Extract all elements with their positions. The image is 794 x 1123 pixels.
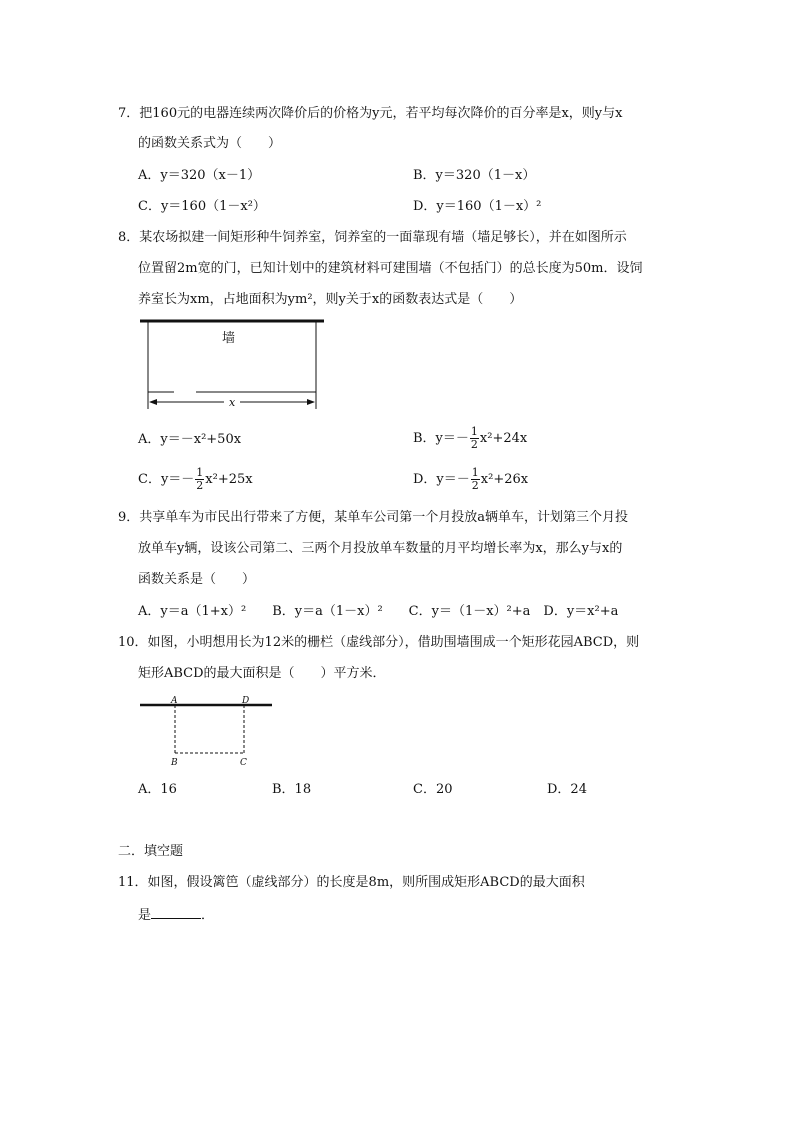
q9-line3: 函数关系是（ ） — [138, 572, 256, 587]
q8-x-label: x — [229, 396, 236, 409]
q8-arrow-left — [149, 399, 157, 405]
q8-line2: 位置留2m宽的门，已知计划中的建筑材料可建围墙（不包括门）的总长度为50m．设饲 — [138, 261, 643, 276]
q11-line1 — [118, 875, 585, 891]
q7-text-1: 把160元的电器连续两次降价后的价格为y元，若平均每次降价的百分率是x，则y与x — [139, 106, 623, 121]
q10-label-b: B — [171, 758, 178, 768]
q11-line2 — [138, 906, 214, 924]
q8-option-b-prefix: B．y＝－ — [413, 431, 469, 446]
q10-label-d: D — [242, 696, 250, 706]
q9-line2: 放单车y辆，设该公司第二、三两个月投放单车数量的月平均增长率为x，那么y与x的 — [138, 541, 623, 556]
q11-answer-blank[interactable] — [151, 906, 201, 919]
q11-text-1: 如图，假设篱笆（虚线部分）的长度是8m，则所围成矩形ABCD的最大面积 — [147, 875, 585, 890]
q10-option-a: A．16 — [138, 782, 177, 797]
q8-line1 — [118, 230, 627, 246]
q7-option-b: B．y＝320（1－x） — [413, 168, 536, 183]
q11-number: 11． — [118, 875, 148, 890]
q10-line2: 矩形ABCD的最大面积是（ ）平方米． — [138, 666, 386, 681]
q7-line1 — [118, 106, 622, 122]
q8-option-a: A．y＝－x²+50x — [138, 432, 242, 447]
q8-option-d-denominator: 2 — [471, 479, 479, 492]
q10-label-a: A — [171, 696, 178, 706]
q8-arrow-right — [307, 399, 315, 405]
q8-option-c-fraction — [195, 467, 204, 492]
q7-option-a: A．y＝320（x－1） — [138, 168, 261, 183]
q8-option-d-prefix: D．y＝－ — [413, 472, 470, 487]
q8-option-b-numerator: 1 — [470, 425, 478, 438]
q8-option-d — [413, 465, 528, 495]
q7-line2: 的函数关系式为（ ） — [138, 136, 282, 151]
q8-option-d-numerator: 1 — [471, 466, 479, 479]
q7-option-c: C．y＝160（1－x²） — [138, 199, 266, 214]
q10-option-d: D．24 — [547, 782, 587, 797]
q8-option-b-denominator: 2 — [470, 438, 478, 451]
q8-number: 8． — [118, 230, 140, 245]
q10-text-1: 如图，小明想用长为12米的栅栏（虚线部分），借助围墙围成一个矩形花园ABCD，则 — [147, 635, 640, 650]
q8-option-d-suffix: x²+26x — [480, 472, 529, 487]
q8-option-b-fraction — [470, 426, 479, 451]
q10-line1 — [118, 635, 639, 651]
q8-wall-label: 墙 — [222, 331, 236, 346]
q9-number: 9． — [118, 510, 140, 525]
q8-option-c-suffix: x²+25x — [205, 472, 253, 487]
q11-text-2-suffix: ． — [201, 908, 215, 923]
q8-option-d-fraction — [471, 467, 480, 492]
q8-option-c-denominator: 2 — [196, 479, 204, 492]
q8-option-b-suffix: x²+24x — [479, 431, 528, 446]
q7-number: 7． — [118, 106, 140, 121]
q9-text-1: 共享单车为市民出行带来了方便，某单车公司第一个月投放a辆单车，计划第三个月投 — [139, 510, 629, 525]
q8-option-c-numerator: 1 — [196, 466, 204, 479]
q8-option-c-prefix: C．y＝－ — [138, 472, 195, 487]
q8-figure — [138, 316, 330, 412]
q8-line3: 养室长为xm，占地面积为ym²，则y关于x的函数表达式是（ ） — [138, 292, 523, 307]
q10-option-c: C．20 — [413, 782, 453, 797]
q10-option-b: B．18 — [272, 782, 312, 797]
section-title: 二．填空题 — [118, 844, 184, 859]
q9-options: A．y＝a（1+x）² B．y＝a（1－x）² C．y＝（1－x）²+a D．y＝x²+a — [138, 604, 619, 619]
q9-line1 — [118, 510, 628, 526]
q10-number: 10． — [118, 635, 148, 650]
q8-text-1: 某农场拟建一间矩形种牛饲养室，饲养室的一面靠现有墙（墙足够长），并在如图所示 — [139, 230, 627, 245]
q10-label-c: C — [240, 758, 247, 768]
q10-figure — [138, 694, 278, 770]
q8-option-b — [413, 424, 527, 454]
q7-option-d: D．y＝160（1－x）² — [413, 199, 542, 214]
q8-option-c — [138, 465, 253, 495]
q11-text-2-prefix: 是 — [138, 908, 152, 923]
